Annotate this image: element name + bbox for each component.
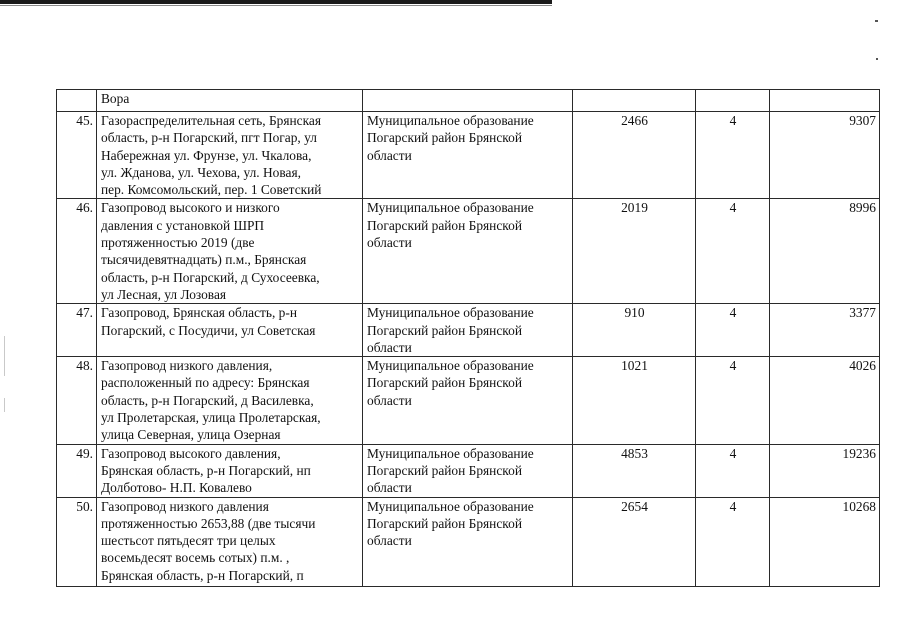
amount-cell: 8996 [770,199,880,304]
owner-line: Погарский район Брянской [367,462,522,478]
object-name-line: Газопровод низкого давления, [101,358,273,374]
category-cell: 4 [696,357,770,444]
object-name-line: тысячидевятнадцать) п.м., Брянская [101,252,307,268]
object-name-line: протяженностью 2019 (две [101,235,255,251]
category-cell: 4 [696,304,770,357]
owner-line: Погарский район Брянской [367,130,522,146]
table-row [57,199,880,304]
row-number-cell: 46. [57,199,97,304]
table-row-continuation [57,90,880,112]
scan-edge-mark [4,398,5,412]
owner-line: Муниципальное образование [367,445,534,461]
owner-line: Муниципальное образование [367,498,534,514]
amount-cell: 3377 [770,304,880,357]
object-name-line: восемьдесят восемь сотых) п.м. , [101,550,290,566]
top-border-rule-thin [0,5,552,6]
scan-edge-mark [4,336,5,376]
object-name-line: пер. Комсомольский, пер. 1 Советский [101,182,322,198]
category-cell: 4 [696,497,770,586]
length-cell [573,90,696,112]
scan-speck [875,20,878,22]
amount-cell: 9307 [770,112,880,199]
amount-cell: 10268 [770,497,880,586]
object-name-cell [97,112,363,199]
owner-line: области [367,339,412,355]
length-cell: 2466 [573,112,696,199]
object-name-line: область, р-н Погарский, пгт Погар, ул [101,130,317,146]
table-row [57,304,880,357]
owner-cell [363,112,573,199]
row-number-cell: 47. [57,304,97,357]
owner-cell [363,444,573,497]
object-name-line: улица Северная, улица Озерная [101,427,281,443]
category-cell: 4 [696,199,770,304]
row-number-cell: 50. [57,497,97,586]
object-name-line: Долботово- Н.П. Ковалево [101,480,252,496]
object-name-line: Газопровод, Брянская область, р-н [101,305,297,321]
object-name-line: шестьсот пятьдесят три целых [101,533,276,549]
object-name-line: Брянская область, р-н Погарский, нп [101,462,311,478]
category-cell: 4 [696,112,770,199]
owner-line: Погарский район Брянской [367,217,522,233]
table-row [57,112,880,199]
object-name-line: расположенный по адресу: Брянская [101,375,310,391]
length-cell: 910 [573,304,696,357]
row-number-cell: 45. [57,112,97,199]
object-name-line: протяженностью 2653,88 (две тысячи [101,515,316,531]
object-name-line: Брянская область, р-н Погарский, п [101,567,304,583]
owner-line: области [367,235,412,251]
object-name-line: область, р-н Погарский, д Василевка, [101,392,314,408]
owner-line: Муниципальное образование [367,358,534,374]
owner-cell [363,199,573,304]
object-name-line: Газопровод низкого давления [101,498,269,514]
object-name-cell [97,357,363,444]
table-row [57,357,880,444]
amount-cell: 19236 [770,444,880,497]
length-cell: 4853 [573,444,696,497]
owner-line: Муниципальное образование [367,305,534,321]
object-name-cell [97,90,363,112]
owner-line: области [367,480,412,496]
table-row [57,497,880,586]
row-number-cell: 49. [57,444,97,497]
amount-cell [770,90,880,112]
object-name-line: ул Пролетарская, улица Пролетарская, [101,410,321,426]
owner-line: области [367,147,412,163]
owner-cell [363,304,573,357]
object-name-line: давления с установкой ШРП [101,217,265,233]
owner-cell [363,357,573,444]
object-name-cell [97,304,363,357]
object-name-line: Вора [101,91,130,106]
object-name-line: Набережная ул. Фрунзе, ул. Чкалова, [101,147,312,163]
owner-line: Муниципальное образование [367,113,534,128]
object-name-cell [97,199,363,304]
owner-line: Погарский район Брянской [367,322,522,338]
row-number-cell [57,90,97,112]
length-cell: 2019 [573,199,696,304]
table-row [57,444,880,497]
owner-line: области [367,533,412,549]
gas-pipeline-register-table [56,89,880,587]
table-body [57,90,880,587]
row-number-cell: 48. [57,357,97,444]
owner-line: области [367,392,412,408]
object-name-line: ул Лесная, ул Лозовая [101,286,227,302]
length-cell: 1021 [573,357,696,444]
length-cell: 2654 [573,497,696,586]
object-name-cell [97,444,363,497]
owner-cell [363,90,573,112]
owner-cell [363,497,573,586]
amount-cell: 4026 [770,357,880,444]
owner-line: Погарский район Брянской [367,515,522,531]
object-name-cell [97,497,363,586]
category-cell: 4 [696,444,770,497]
object-name-line: Газораспределительная сеть, Брянская [101,113,322,128]
object-name-line: ул. Жданова, ул. Чехова, ул. Новая, [101,164,301,180]
owner-line: Муниципальное образование [367,200,534,216]
top-border-rule [0,0,552,4]
object-name-line: Газопровод высокого и низкого [101,200,280,216]
category-cell [696,90,770,112]
scan-speck [876,58,878,60]
object-name-line: Газопровод высокого давления, [101,445,281,461]
object-name-line: Погарский, с Посудичи, ул Советская [101,322,316,338]
owner-line: Погарский район Брянской [367,375,522,391]
object-name-line: область, р-н Погарский, д Сухосеевка, [101,269,320,285]
